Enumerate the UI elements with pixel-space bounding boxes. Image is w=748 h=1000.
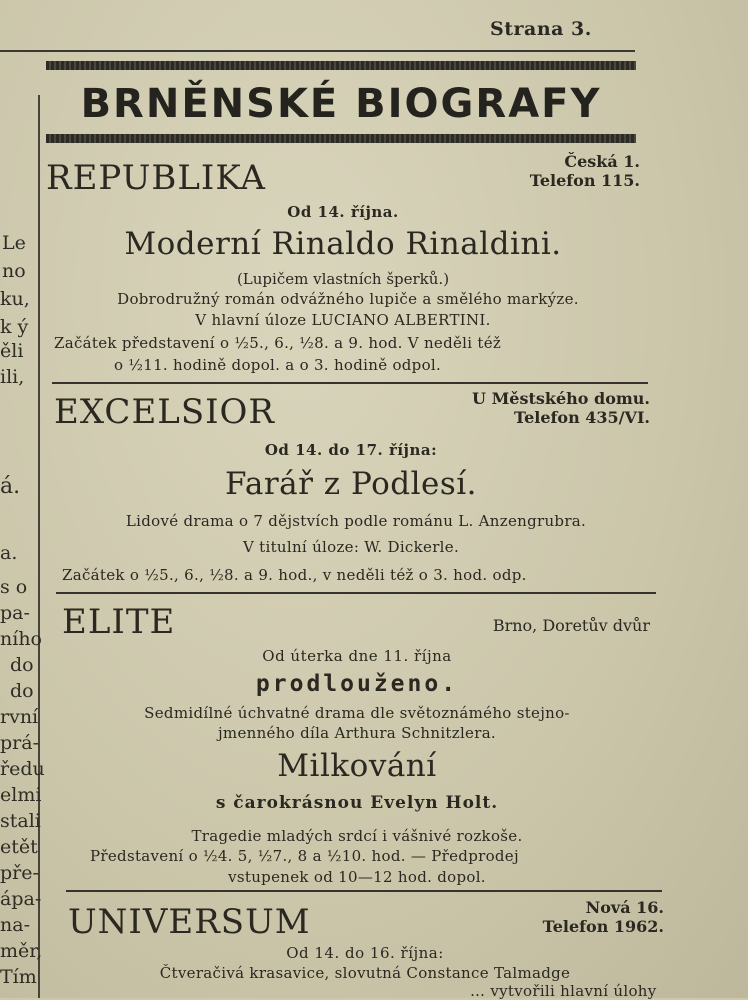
film-description: V hlavní úloze LUCIANO ALBERTINI.	[195, 311, 491, 329]
left-column-line: ku,	[0, 288, 30, 310]
left-column-line: prá-	[0, 732, 39, 754]
showing-dates: Od 14. do 17. října:	[264, 441, 438, 459]
film-title: Moderní Rinaldo Rinaldini.	[124, 226, 562, 262]
left-column-line: pře-	[0, 862, 39, 884]
section-rule	[52, 382, 648, 384]
left-column-line: no	[2, 260, 26, 282]
masthead-title: BRNĚNSKÉ BIOGRAFY	[80, 81, 602, 127]
film-description: Lidové drama o 7 dějstvích podle románu L. Anzengrubra.	[125, 512, 587, 530]
page-number: Strana 3.	[490, 18, 592, 40]
left-column-line: s o	[0, 576, 28, 598]
left-column-line: měr,	[0, 940, 43, 962]
masthead	[46, 61, 636, 161]
header-rule	[0, 50, 635, 52]
left-column-line: ředu	[0, 758, 45, 780]
left-column-line: ápa-	[0, 888, 42, 910]
film-title: Milkování	[277, 748, 437, 784]
film-description: Tragedie mladých srdcí i vášnivé rozkoše.	[191, 827, 523, 845]
film-star: s čarokrásnou Evelyn Holt.	[215, 793, 499, 813]
cinema-address-universum	[480, 898, 664, 936]
film-description: Čtveračivá krasavice, slovutná Constance Talmadge	[159, 964, 571, 982]
address-line: Telefon 115.	[529, 171, 640, 190]
cinema-name-universum: UNIVERSUM	[68, 902, 311, 942]
left-column-fragment	[0, 0, 45, 998]
cinema-address-elite: Brno, Doretův dvůr	[492, 616, 650, 635]
masthead-top-band	[46, 61, 636, 70]
cinema-address-excelsior	[430, 389, 650, 427]
left-column-line: á.	[0, 474, 21, 499]
film-subtitle: (Lupičem vlastních šperků.)	[236, 270, 450, 288]
film-title: Farář z Podlesí.	[224, 466, 478, 502]
left-column-line: etět	[0, 836, 38, 858]
left-column-line: k ý	[0, 316, 29, 338]
section-rule	[66, 890, 662, 892]
showing-dates: Od 14. do 16. října:	[286, 944, 444, 962]
address-line: Telefon 435/VI.	[514, 408, 650, 427]
cinema-name-excelsior: EXCELSIOR	[54, 392, 276, 432]
film-description: Dobrodružný román odvážného lupiče a smělého markýze.	[117, 290, 579, 308]
film-description: V titulní úloze: W. Dickerle.	[242, 538, 460, 556]
left-column-line: Tím	[0, 966, 37, 988]
left-column-line: ního	[0, 628, 42, 650]
showtimes: Začátek o ½5., 6., ½8. a 9. hod., v neděli též o 3. hod. odp.	[62, 566, 527, 584]
left-column-line: rvní	[0, 706, 39, 728]
left-column-line: elmi	[0, 784, 42, 806]
address-line: Telefon 1962.	[542, 917, 664, 936]
address-line: Česká 1.	[564, 152, 640, 171]
showtimes: Začátek představení o ½5., 6., ½8. a 9. hod. V neděli též	[54, 334, 502, 352]
left-column-line: pa-	[0, 602, 30, 624]
showing-dates: Od úterka dne 11. října	[262, 647, 452, 665]
film-description: Sedmidílné úchvatné drama dle světoznámého stejno-	[144, 704, 570, 722]
left-column-line: stali	[0, 810, 41, 832]
left-column-line: do	[10, 680, 34, 702]
left-column-line: Le	[2, 232, 26, 254]
cinema-name-elite: ELITE	[62, 602, 176, 642]
cinema-name-republika: REPUBLIKA	[46, 158, 266, 198]
showing-dates: Od 14. října.	[287, 203, 399, 221]
section-rule	[56, 592, 656, 594]
cinema-address-republika	[470, 152, 640, 190]
left-column-line: a.	[0, 542, 18, 564]
showtimes: o ½11. hodině dopol. a o 3. hodině odpol.	[114, 356, 442, 374]
masthead-bottom-band	[46, 134, 636, 143]
address-line: U Městského domu.	[472, 389, 650, 408]
address-line: Nová 16.	[585, 898, 664, 917]
left-column-line: ěli	[0, 340, 24, 362]
film-description: jmenného díla Arthura Schnitzlera.	[217, 724, 497, 742]
extended-notice: prodlouženo.	[255, 671, 459, 697]
showtimes: vstupenek od 10—12 hod. dopol.	[228, 868, 486, 886]
film-description: … vytvořili hlavní úlohy	[470, 982, 657, 1000]
left-column-line: do	[10, 654, 34, 676]
left-column-line: na-	[0, 914, 30, 936]
showtimes: Představení o ½4. 5, ½7., 8 a ½10. hod. — Předprodej	[90, 847, 519, 865]
left-column-line: ili,	[0, 366, 25, 388]
